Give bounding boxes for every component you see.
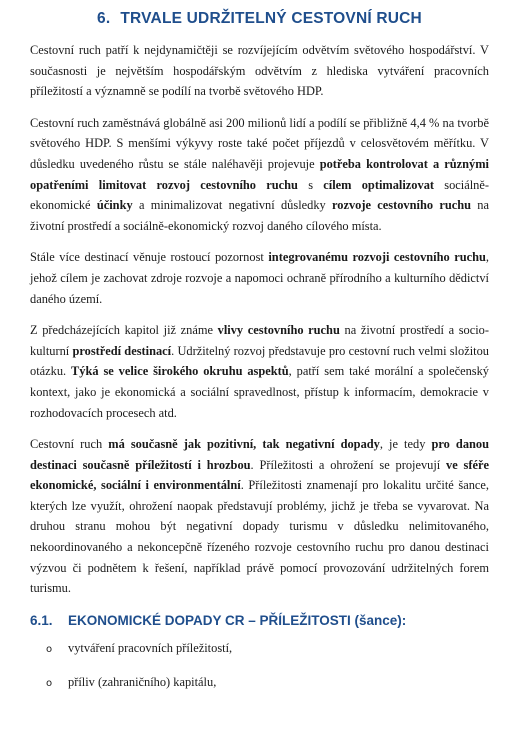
body-text [30, 40, 489, 599]
section-number: 6.1. [30, 612, 53, 628]
paragraph [30, 434, 489, 599]
text-run: Cestovní ruch [30, 437, 109, 452]
list-item-text: příliv (zahraničního) kapitálu, [68, 674, 217, 689]
bold-text: ve sféře ekonomické, sociální i environmentální [30, 457, 489, 493]
bold-text: rozvoje cestovního ruchu [332, 198, 472, 213]
chapter-title-text: TRVALE UDRŽITELNÝ CESTOVNÍ RUCH [120, 10, 422, 27]
text-run: , jehož cílem je zachovat zdroje rozvoje a napomoci ochraně přírodního a kulturního dědictví daného území. [30, 250, 489, 306]
text-run: s [297, 177, 324, 192]
text-run: sociálně-ekonomické [30, 177, 489, 213]
text-run: na životní prostředí a sociálně-ekonomický rozvoj daného cílového místa. [30, 198, 489, 233]
text-run: Z předcházejících kapitol již známe [30, 323, 218, 338]
bullet-icon: o [46, 677, 53, 689]
paragraph [30, 40, 489, 102]
text-run: a minimalizovat negativní důsledky [132, 198, 333, 213]
bold-text: potřeba kontrolovat a různými opatřeními limitovat rozvoj cestovního ruchu [30, 156, 489, 192]
bold-text: vlivy cestovního ruchu [217, 323, 340, 338]
bold-text: prostředí destinací [72, 343, 172, 358]
text-run: Stále více destinací věnuje rostoucí pozornost [30, 250, 269, 265]
text-run: , je tedy [379, 437, 432, 452]
paragraph [30, 247, 489, 309]
text-run: na životní prostředí a socio-kulturní [30, 323, 490, 358]
bold-text: integrovanému rozvoji cestovního ruchu [268, 250, 486, 265]
bold-text: účinky [96, 198, 133, 213]
bold-text: pro danou destinaci současně příležitostí i hrozbou [30, 437, 489, 472]
bold-text: Týká se velice širokého okruhu aspektů [71, 364, 289, 379]
text-run: . Příležitosti a ohrožení se projevují [250, 457, 447, 472]
text-run: Cestovní ruch patří k nejdynamičtěji se rozvíjejícím odvětvím světového hospodářství. V současnosti je největším hospodářským odvětvím z hlediska vytváření pracovních příležitostí a významně se podílí na tvorbě světového HDP. [30, 43, 489, 99]
text-run: , patří sem také morální a společenský kontext, jako je ekonomická a sociální spravedlnost, přístup k informacím, demokracie v rozhodovacích procesech atd. [30, 364, 489, 420]
chapter-number: 6. [97, 10, 111, 27]
text-run: Cestovní ruch zaměstnává globálně asi 200 milionů lidí a podílí se přibližně 4,4 % na tvorbě světového HDP. S menšími výkyvy roste také počet příjezdů v celosvětovém měřítku. V důsledku uvedeného růstu se stále naléhavěji projevuje [30, 115, 489, 171]
list-item [46, 672, 489, 694]
bold-text: má současně jak pozitivní, tak negativní dopady [108, 437, 380, 452]
bold-text: cílem optimalizovat [323, 177, 435, 192]
section-title [30, 613, 489, 628]
list-item [46, 638, 489, 660]
chapter-title [30, 10, 489, 28]
paragraph [30, 113, 489, 237]
bullet-list [30, 638, 489, 694]
section-title-text: EKONOMICKÉ DOPADY CR – PŘÍLEŽITOSTI (šance): [68, 612, 407, 628]
paragraph [30, 320, 489, 423]
bullet-icon: o [46, 643, 53, 655]
list-item-text: vytváření pracovních příležitostí, [68, 640, 233, 655]
text-run: . Udržitelný rozvoj představuje pro cestovní ruch velmi složitou otázku. [30, 343, 489, 379]
text-run: . Příležitosti znamenají pro lokalitu určité šance, kterých lze využít, ohrožení naopak představují problémy, jichž je třeba se vyvarovat. Na druhou stranu mohou být negativní dopady turismu v důsledku nelimitovaného, nekoordinovaného a nekoncepčně řízeného rozvoje cestovního ruchu pro danou destinaci výzvou či podnětem k řešení, například právě pomocí provozování udržitelných forem turismu. [30, 478, 489, 596]
